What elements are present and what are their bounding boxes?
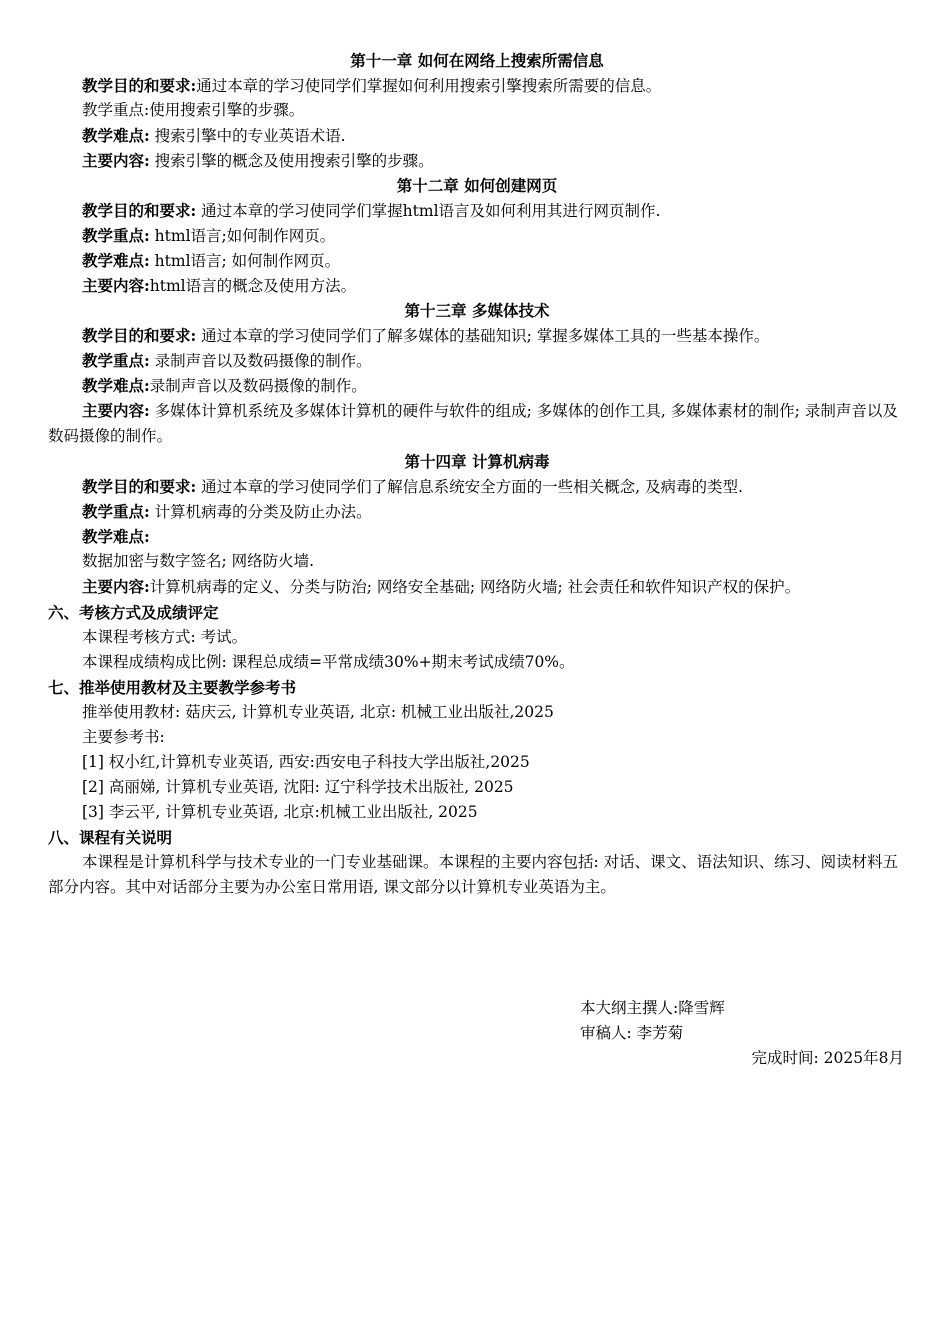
ch13-goal-text: 通过本章的学习使同学们了解多媒体的基础知识; 掌握多媒体工具的一些基本操作。	[196, 327, 770, 345]
ch11-diff-label: 教学难点:	[82, 126, 150, 145]
sec7-textbook: 推举使用教材: 菇庆云, 计算机专业英语, 北京: 机械工业出版社,2025	[82, 703, 554, 721]
ch11-main-label: 主要内容:	[82, 151, 150, 170]
ch12-diff-text: html语言; 如何制作网页。	[149, 252, 341, 270]
ch14-goal-text: 通过本章的学习使同学们了解信息系统安全方面的一些相关概念, 及病毒的类型.	[196, 478, 743, 496]
section-8-title: 八、课程有关说明	[48, 828, 173, 847]
ch13-main-label: 主要内容:	[82, 401, 150, 420]
ch11-main	[48, 148, 906, 173]
section-7-title: 七、推举使用教材及主要教学参考书	[48, 678, 297, 697]
ch14-diff	[48, 524, 906, 549]
ch12-goal	[48, 198, 906, 223]
ch13-diff-label: 教学难点:	[82, 376, 150, 395]
ch12-key	[48, 223, 906, 248]
reference-item: [3] 李云平, 计算机专业英语, 北京:机械工业出版社, 2025	[82, 803, 478, 821]
chapter-12-title: 第十二章 如何创建网页	[396, 176, 558, 195]
completion-date: 完成时间: 2025年8月	[751, 1049, 904, 1067]
ch12-main-label: 主要内容:	[82, 276, 150, 295]
ch12-diff	[48, 248, 906, 273]
ch13-goal-label: 教学目的和要求:	[82, 326, 197, 345]
ch11-diff	[48, 123, 906, 148]
ch13-key-label: 教学重点:	[82, 351, 150, 370]
ch13-key-text: 录制声音以及数码摄像的制作。	[149, 352, 372, 370]
author-signature: 本大纲主撰人:降雪辉	[580, 999, 725, 1017]
ch11-key: 教学重点:使用搜索引擎的步骤。	[82, 101, 305, 119]
ch13-main	[48, 398, 906, 449]
reviewer-signature: 审稿人: 李芳菊	[580, 1024, 684, 1042]
chapter-13-title: 第十三章 多媒体技术	[404, 301, 550, 320]
sec7-refs-label: 主要参考书:	[82, 728, 165, 746]
ch11-goal-label: 教学目的和要求:	[82, 76, 197, 95]
ch14-main	[48, 574, 906, 600]
chapter-11-title: 第十一章 如何在网络上搜索所需信息	[350, 51, 604, 70]
ch12-diff-label: 教学难点:	[82, 251, 150, 270]
ch14-goal	[48, 474, 906, 499]
sec6-line-1: 本课程考核方式: 考试。	[82, 628, 248, 646]
ch11-main-text: 搜索引擎的概念及使用搜索引擎的步骤。	[149, 152, 434, 170]
chapter-14-title: 第十四章 计算机病毒	[404, 452, 550, 471]
ch12-key-text: html语言;如何制作网页。	[149, 227, 336, 245]
ch12-goal-label: 教学目的和要求:	[82, 201, 197, 220]
section-6-title: 六、考核方式及成绩评定	[48, 603, 219, 622]
ch14-diff-text: 数据加密与数字签名; 网络防火墙.	[82, 552, 315, 570]
ch14-main-text: 计算机病毒的定义、分类与防治; 网络安全基础; 网络防火墙; 社会责任和软件知识产权的保护。	[149, 578, 801, 596]
ch14-main-label: 主要内容:	[82, 577, 150, 596]
document-body	[48, 48, 906, 900]
reference-item: [2] 高丽娣, 计算机专业英语, 沈阳: 辽宁科学技术出版社, 2025	[82, 778, 514, 796]
ch14-key-text: 计算机病毒的分类及防止办法。	[149, 503, 372, 521]
sec6-line-2: 本课程成绩构成比例: 课程总成绩=平常成绩30%+期末考试成绩70%。	[82, 653, 575, 671]
ch12-goal-text: 通过本章的学习使同学们掌握html语言及如何利用其进行网页制作.	[196, 202, 661, 220]
ch14-key-label: 教学重点:	[82, 502, 150, 521]
ch13-main-text: 多媒体计算机系统及多媒体计算机的硬件与软件的组成; 多媒体的创作工具, 多媒体素材的制作; 录制声音以及数码摄像的制作。	[48, 402, 898, 445]
reference-item: [1] 权小红,计算机专业英语, 西安:西安电子科技大学出版社,2025	[82, 753, 530, 771]
ch11-goal	[48, 73, 906, 98]
ch13-diff-text: 录制声音以及数码摄像的制作。	[149, 377, 367, 395]
ch12-main-text: html语言的概念及使用方法。	[149, 277, 357, 295]
ch14-goal-label: 教学目的和要求:	[82, 477, 197, 496]
ch13-key	[48, 348, 906, 373]
ch11-diff-text: 搜索引擎中的专业英语术语.	[149, 127, 346, 145]
sec8-text: 本课程是计算机科学与技术专业的一门专业基础课。本课程的主要内容包括: 对话、课文、语法知识、练习、阅读材料五部分内容。其中对话部分主要为办公室日常用语, 课文部分以计算机专业英语为主。	[48, 853, 899, 896]
ch12-main	[48, 273, 906, 298]
ch13-diff	[48, 373, 906, 398]
ch12-key-label: 教学重点:	[82, 226, 150, 245]
ch14-key	[48, 499, 906, 524]
ch14-diff-label: 教学难点:	[82, 527, 150, 546]
ch11-goal-text: 通过本章的学习使同学们掌握如何利用搜索引擎搜索所需要的信息。	[196, 77, 662, 95]
ch13-goal	[48, 323, 906, 348]
